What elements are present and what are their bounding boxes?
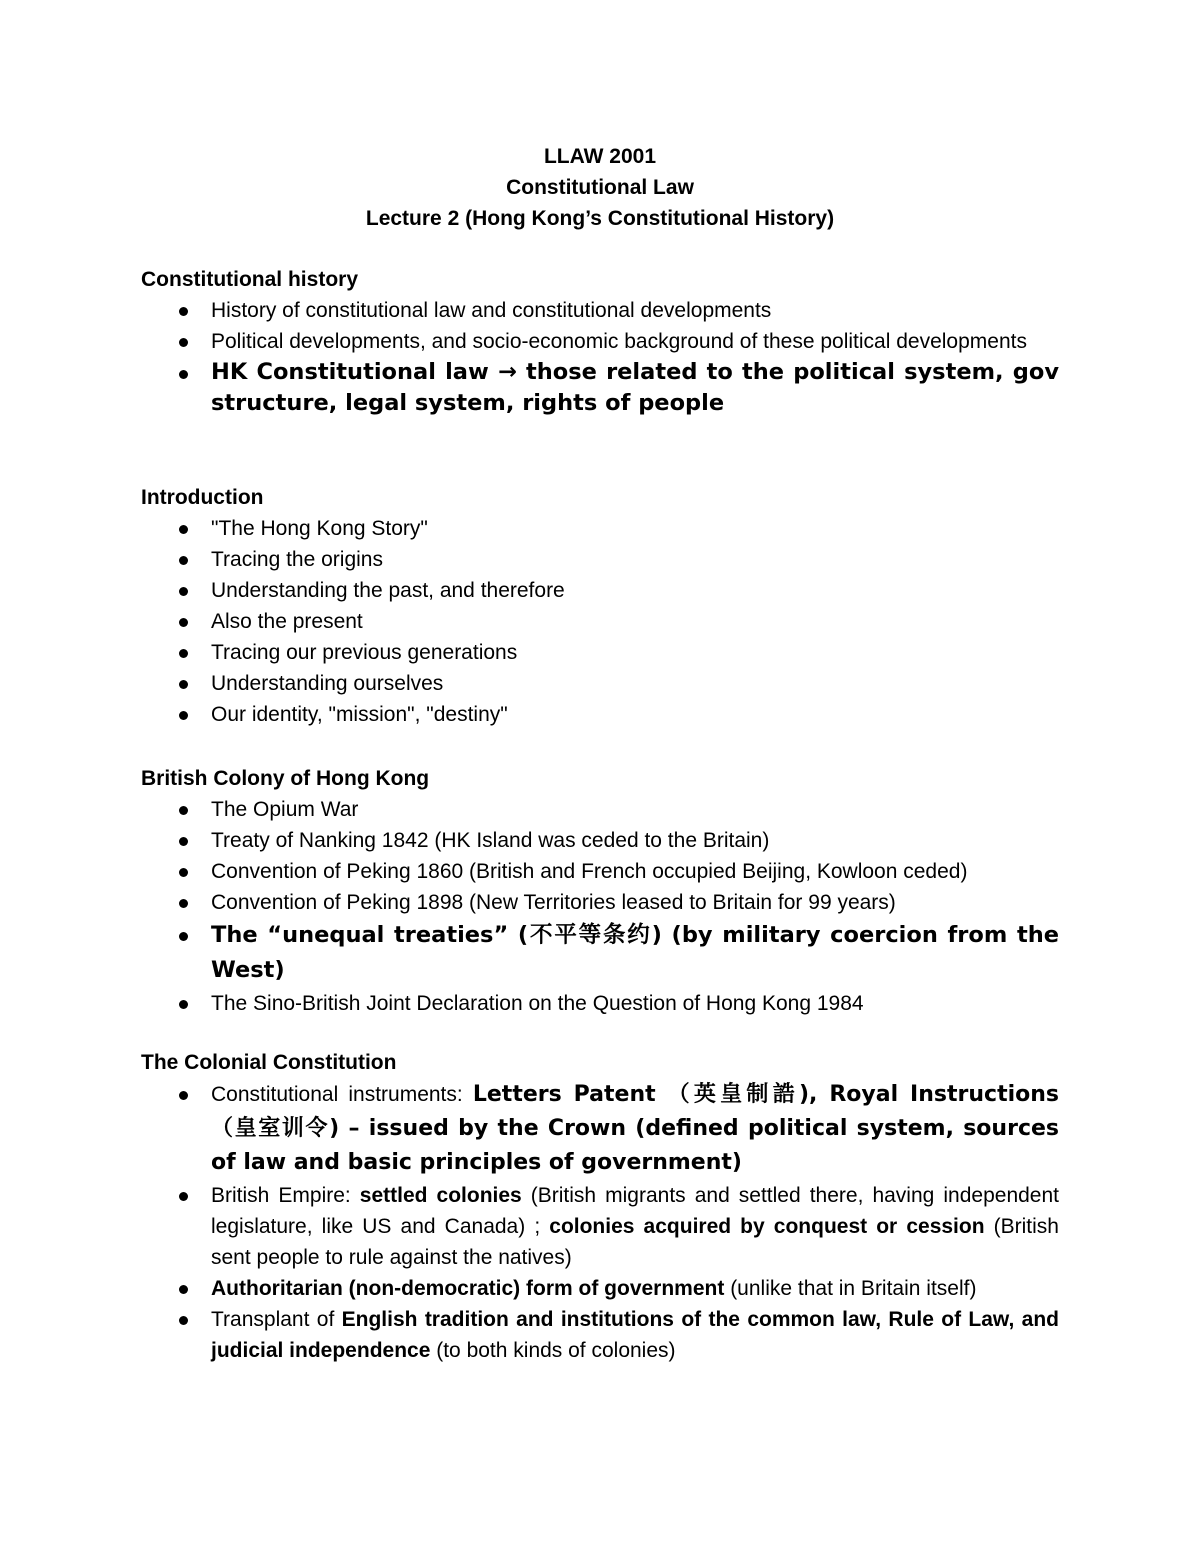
list-item: Convention of Peking 1860 (British and French occupied Beijing, Kowloon ceded) <box>141 856 1059 887</box>
course-code: LLAW 2001 <box>543 145 657 168</box>
bullet-icon <box>179 1091 188 1100</box>
bullet-list <box>141 513 1059 730</box>
bullet-icon <box>179 556 188 565</box>
bullet-icon <box>179 868 188 877</box>
list-item: Understanding the past, and therefore <box>141 575 1059 606</box>
bullet-icon <box>179 1192 188 1201</box>
lecture-title: Lecture 2 (Hong Kong’s Constitutional History) <box>365 207 835 230</box>
list-item: Political developments, and socio-economic background of these political developments <box>141 326 1059 357</box>
bullet-icon <box>179 932 188 941</box>
bullet-icon <box>179 618 188 627</box>
list-item: The Opium War <box>141 794 1059 825</box>
section-title: Constitutional history <box>141 268 358 291</box>
list-item: Treaty of Nanking 1842 (HK Island was ceded to the Britain) <box>141 825 1059 856</box>
list-item: British Empire: settled colonies (British migrants and settled there, having independent legislature, like US and Canada) ; colonies acquired by conquest or cession (British sent people to rule against the natives) <box>141 1180 1059 1273</box>
list-item: Understanding ourselves <box>141 668 1059 699</box>
bullet-icon <box>179 370 188 379</box>
bullet-list <box>141 1078 1059 1366</box>
section-british-colony <box>141 763 1059 1019</box>
list-item: History of constitutional law and constitutional developments <box>141 295 1059 326</box>
document-header <box>0 141 1200 234</box>
list-item: Tracing our previous generations <box>141 637 1059 668</box>
section-title: British Colony of Hong Kong <box>141 767 430 790</box>
section-title: The Colonial Constitution <box>141 1051 397 1074</box>
bullet-icon <box>179 1285 188 1294</box>
bullet-icon <box>179 649 188 658</box>
section-constitutional-history <box>141 264 1059 419</box>
list-item: Our identity, "mission", "destiny" <box>141 699 1059 730</box>
list-item: Convention of Peking 1898 (New Territories leased to Britain for 99 years) <box>141 887 1059 918</box>
list-item: Constitutional instruments: Letters Patent （英皇制誥), Royal Instructions （皇室训令) – issued by the Crown (defined political system, sources of law and basic principles of government) <box>141 1078 1059 1180</box>
bullet-icon <box>179 806 188 815</box>
list-item: The Sino-British Joint Declaration on the Question of Hong Kong 1984 <box>141 988 1059 1019</box>
section-introduction <box>141 482 1059 730</box>
bullet-icon <box>179 711 188 720</box>
list-item: "The Hong Kong Story" <box>141 513 1059 544</box>
bullet-icon <box>179 587 188 596</box>
section-colonial-constitution <box>141 1047 1059 1366</box>
bullet-list <box>141 794 1059 1019</box>
bullet-icon <box>179 525 188 534</box>
bullet-icon <box>179 1316 188 1325</box>
list-item: HK Constitutional law → those related to the political system, gov structure, legal system, rights of people <box>141 357 1059 419</box>
bullet-icon <box>179 899 188 908</box>
course-title: Constitutional Law <box>506 176 694 199</box>
bullet-icon <box>179 307 188 316</box>
bullet-icon <box>179 837 188 846</box>
bullet-list <box>141 295 1059 419</box>
bullet-icon <box>179 338 188 347</box>
list-item: Tracing the origins <box>141 544 1059 575</box>
list-item: The “unequal treaties” (不平等条约) (by military coercion from the West) <box>141 918 1059 988</box>
list-item: Also the present <box>141 606 1059 637</box>
section-title: Introduction <box>141 486 264 509</box>
list-item: Authoritarian (non-democratic) form of government (unlike that in Britain itself) <box>141 1273 1059 1304</box>
bullet-icon <box>179 680 188 689</box>
list-item: Transplant of English tradition and institutions of the common law, Rule of Law, and judicial independence (to both kinds of colonies) <box>141 1304 1059 1366</box>
bullet-icon <box>179 1000 188 1009</box>
